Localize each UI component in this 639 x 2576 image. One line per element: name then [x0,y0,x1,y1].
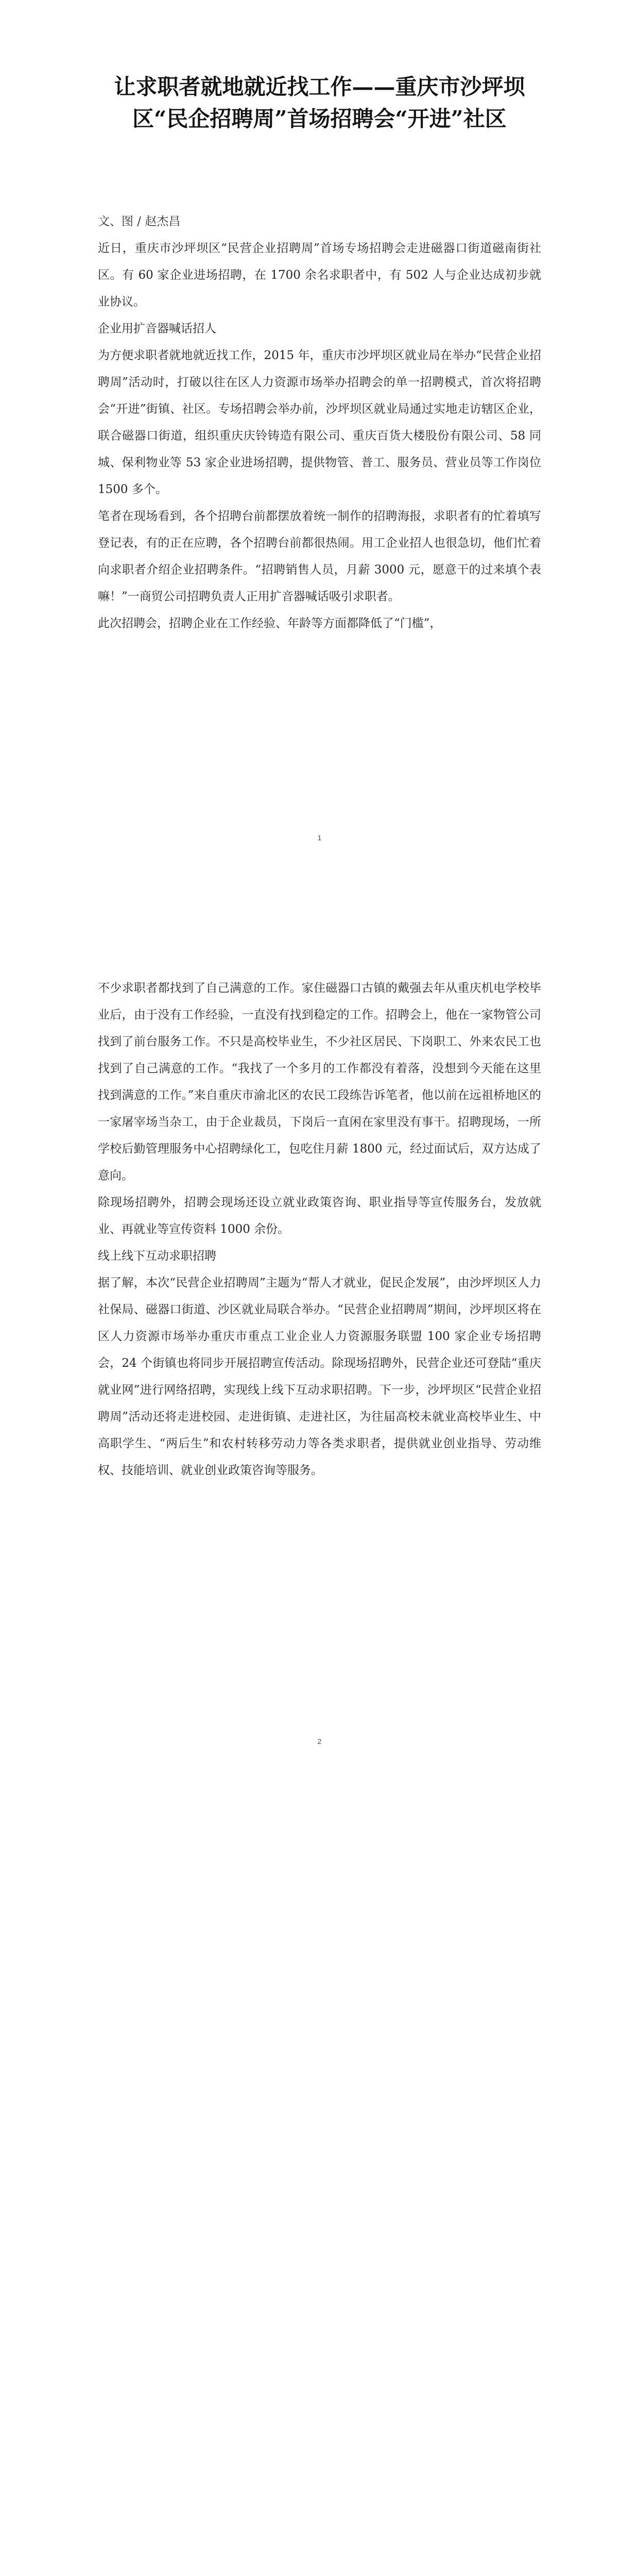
page-number: 1 [317,834,322,842]
page-3 [0,1807,639,2576]
paragraph: 不少求职者都找到了自己满意的工作。家住磁器口古镇的戴强去年从重庆机电学校毕业后，由于没有工作经验，一直没有找到稳定的工作。招聘会上，他在一家物管公司找到了前台服务工作。不只是高校毕业生，不少社区居民、下岗职工、外来农民工也找到了自己满意的工作。“我找了一个多月的工作都没有着落，没想到今天能在这里找到满意的工作。”来自重庆市渝北区的农民工段练告诉笔者，他以前在远祖桥地区的一家屠宰场当杂工，由于企业裁员，下岗后一直闲在家里没有事干。招聘现场，一所学校后勤管理服务中心招聘绿化工，包吃住月薪 1800 元，经过面试后，双方达成了意向。 [98,981,541,1182]
page-2-body [98,975,541,1484]
paragraph: 近日，重庆市沙坪坝区“民营企业招聘周”首场专场招聘会走进磁器口街道磁南街社区。有 60 家企业进场招聘，在 1700 余名求职者中，有 502 人与企业达成初步就业协议。 [98,242,541,309]
paragraph: 笔者在现场看到，各个招聘台前都摆放着统一制作的招聘海报，求职者有的忙着填写登记表，有的正在应聘，各个招聘台前都很热闹。用工企业招人也很急切，他们忙着向求职者介绍企业招聘条件。“招聘销售人员，月薪 3000 元，愿意干的过来填个表嘛！”一商贸公司招聘负责人正用扩音器喊话吸引求职者。 [98,510,541,603]
byline: 文、图 / 赵杰昌 [98,215,181,228]
article-title: 让求职者就地就近找工作——重庆市沙坪坝区“民企招聘周”首场招聘会“开进”社区 [114,74,525,131]
page-number: 2 [317,1737,322,1745]
page-1-body [98,235,541,637]
paragraph: 此次招聘会，招聘企业在工作经验、年龄等方面都降低了“门槛”， [98,617,442,630]
paragraph: 据了解，本次“民营企业招聘周”主题为“帮人才就业，促民企发展”，由沙坪坝区人力社保局、磁器口街道、沙区就业局联合举办。“民营企业招聘周”期间，沙坪坝区将在区人力资源市场举办重庆市重点工业企业人力资源服务联盟 100 家企业专场招聘会，24 个街镇也将同步开展招聘宣传活动。除现场招聘外，民营企业还可登陆“重庆就业网”进行网络招聘，实现线上线下互动求职招聘。下一步，沙坪坝区“民营企业招聘周”活动还将走进校园、走进街镇、走进社区，为往届高校未就业高校毕业生、中高职学生、“两后生”和农村转移劳动力等各类求职者，提供就业创业指导、劳动维权、技能培训、就业创业政策咨询等服务。 [98,1276,541,1477]
paragraph: 为方便求职者就地就近找工作，2015 年，重庆市沙坪坝区就业局在举办“民营企业招聘周”活动时，打破以往在区人力资源市场举办招聘会的单一招聘模式，首次将招聘会“开进”街镇、社区。专场招聘会举办前，沙坪坝区就业局通过实地走访辖区企业，联合磁器口街道，组织重庆庆铃铸造有限公司、重庆百货大楼股份有限公司、58 同城、保利物业等 53 家企业进场招聘，提供物管、普工、服务员、营业员等工作岗位 1500 多个。 [98,349,541,496]
paragraph: 除现场招聘外，招聘会现场还设立就业政策咨询、职业指导等宣传服务台，发放就业、再就业等宣传资料 1000 余份。 [98,1196,541,1236]
section-heading: 企业用扩音器喊话招人 [98,322,216,335]
section-heading: 线上线下互动求职招聘 [98,1249,216,1263]
page-1 [0,0,639,904]
page-2 [0,904,639,1807]
